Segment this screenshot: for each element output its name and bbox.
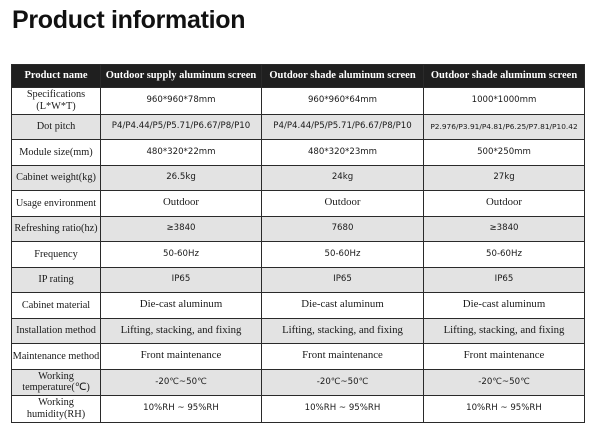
row-label-installation-method: Installation method (12, 318, 101, 344)
header-outdoor-shade-aluminum-screen-1: Outdoor shade aluminum screen (262, 65, 424, 88)
row-label-working-humidity: Working humidity(RH) (12, 396, 101, 423)
row-label-maintenance-method: Maintenance method (12, 344, 101, 370)
cell-value: Die-cast aluminum (262, 293, 424, 319)
page-title: Product information (12, 6, 246, 34)
table-row (12, 114, 585, 140)
row-label-frequency: Frequency (12, 242, 101, 268)
product-info-table (11, 64, 585, 423)
row-label-ip-rating: IP rating (12, 267, 101, 293)
cell-value: ≥3840 (101, 216, 262, 242)
cell-value: IP65 (101, 267, 262, 293)
table-row (12, 88, 585, 115)
cell-value: -20℃~50℃ (101, 369, 262, 396)
cell-value: ≥3840 (424, 216, 585, 242)
cell-value: IP65 (262, 267, 424, 293)
header-product-name: Product name (12, 65, 101, 88)
cell-value: Front maintenance (424, 344, 585, 370)
table-row (12, 396, 585, 423)
cell-value: 24kg (262, 165, 424, 191)
row-label-dot-pitch: Dot pitch (12, 114, 101, 140)
cell-value: Outdoor (101, 191, 262, 217)
cell-value: P4/P4.44/P5/P5.71/P6.67/P8/P10 (262, 114, 424, 140)
header-outdoor-supply-aluminum-screen: Outdoor supply aluminum screen (101, 65, 262, 88)
cell-value: 500*250mm (424, 140, 585, 166)
row-label-refreshing-ratio: Refreshing ratio(hz) (12, 216, 101, 242)
table-row (12, 369, 585, 396)
cell-value: 960*960*64mm (262, 88, 424, 115)
cell-value: 27kg (424, 165, 585, 191)
table-row (12, 242, 585, 268)
cell-value: Lifting, stacking, and fixing (424, 318, 585, 344)
cell-value: P4/P4.44/P5/P5.71/P6.67/P8/P10 (101, 114, 262, 140)
cell-value: 10%RH ~ 95%RH (424, 396, 585, 423)
cell-value: 960*960*78mm (101, 88, 262, 115)
table-row (12, 191, 585, 217)
cell-value: -20℃~50℃ (424, 369, 585, 396)
cell-value: 1000*1000mm (424, 88, 585, 115)
cell-value: 10%RH ~ 95%RH (262, 396, 424, 423)
row-label-module-size: Module size(mm) (12, 140, 101, 166)
table-row (12, 165, 585, 191)
cell-value: 480*320*22mm (101, 140, 262, 166)
table-row (12, 293, 585, 319)
cell-value: 50-60Hz (101, 242, 262, 268)
header-outdoor-shade-aluminum-screen-2: Outdoor shade aluminum screen (424, 65, 585, 88)
cell-value: Lifting, stacking, and fixing (262, 318, 424, 344)
cell-value: 7680 (262, 216, 424, 242)
cell-value: 50-60Hz (262, 242, 424, 268)
cell-value: Die-cast aluminum (424, 293, 585, 319)
table-row (12, 216, 585, 242)
cell-value: Die-cast aluminum (101, 293, 262, 319)
cell-value: P2.976/P3.91/P4.81/P6.25/P7.81/P10.42 (424, 114, 585, 140)
row-label-usage-environment: Usage environment (12, 191, 101, 217)
cell-value: Front maintenance (262, 344, 424, 370)
cell-value: 26.5kg (101, 165, 262, 191)
table-row (12, 267, 585, 293)
cell-value: Outdoor (262, 191, 424, 217)
row-label-specifications: Specifications (L*W*T) (12, 88, 101, 115)
cell-value: 480*320*23mm (262, 140, 424, 166)
cell-value: Front maintenance (101, 344, 262, 370)
cell-value: Lifting, stacking, and fixing (101, 318, 262, 344)
cell-value: 10%RH ~ 95%RH (101, 396, 262, 423)
row-label-working-temperature: Working temperature(℃) (12, 369, 101, 396)
cell-value: -20℃~50℃ (262, 369, 424, 396)
cell-value: Outdoor (424, 191, 585, 217)
row-label-cabinet-material: Cabinet material (12, 293, 101, 319)
cell-value: IP65 (424, 267, 585, 293)
row-label-cabinet-weight: Cabinet weight(kg) (12, 165, 101, 191)
cell-value: 50-60Hz (424, 242, 585, 268)
table-row (12, 140, 585, 166)
table-header-row (12, 65, 585, 88)
table-row (12, 344, 585, 370)
table-row (12, 318, 585, 344)
